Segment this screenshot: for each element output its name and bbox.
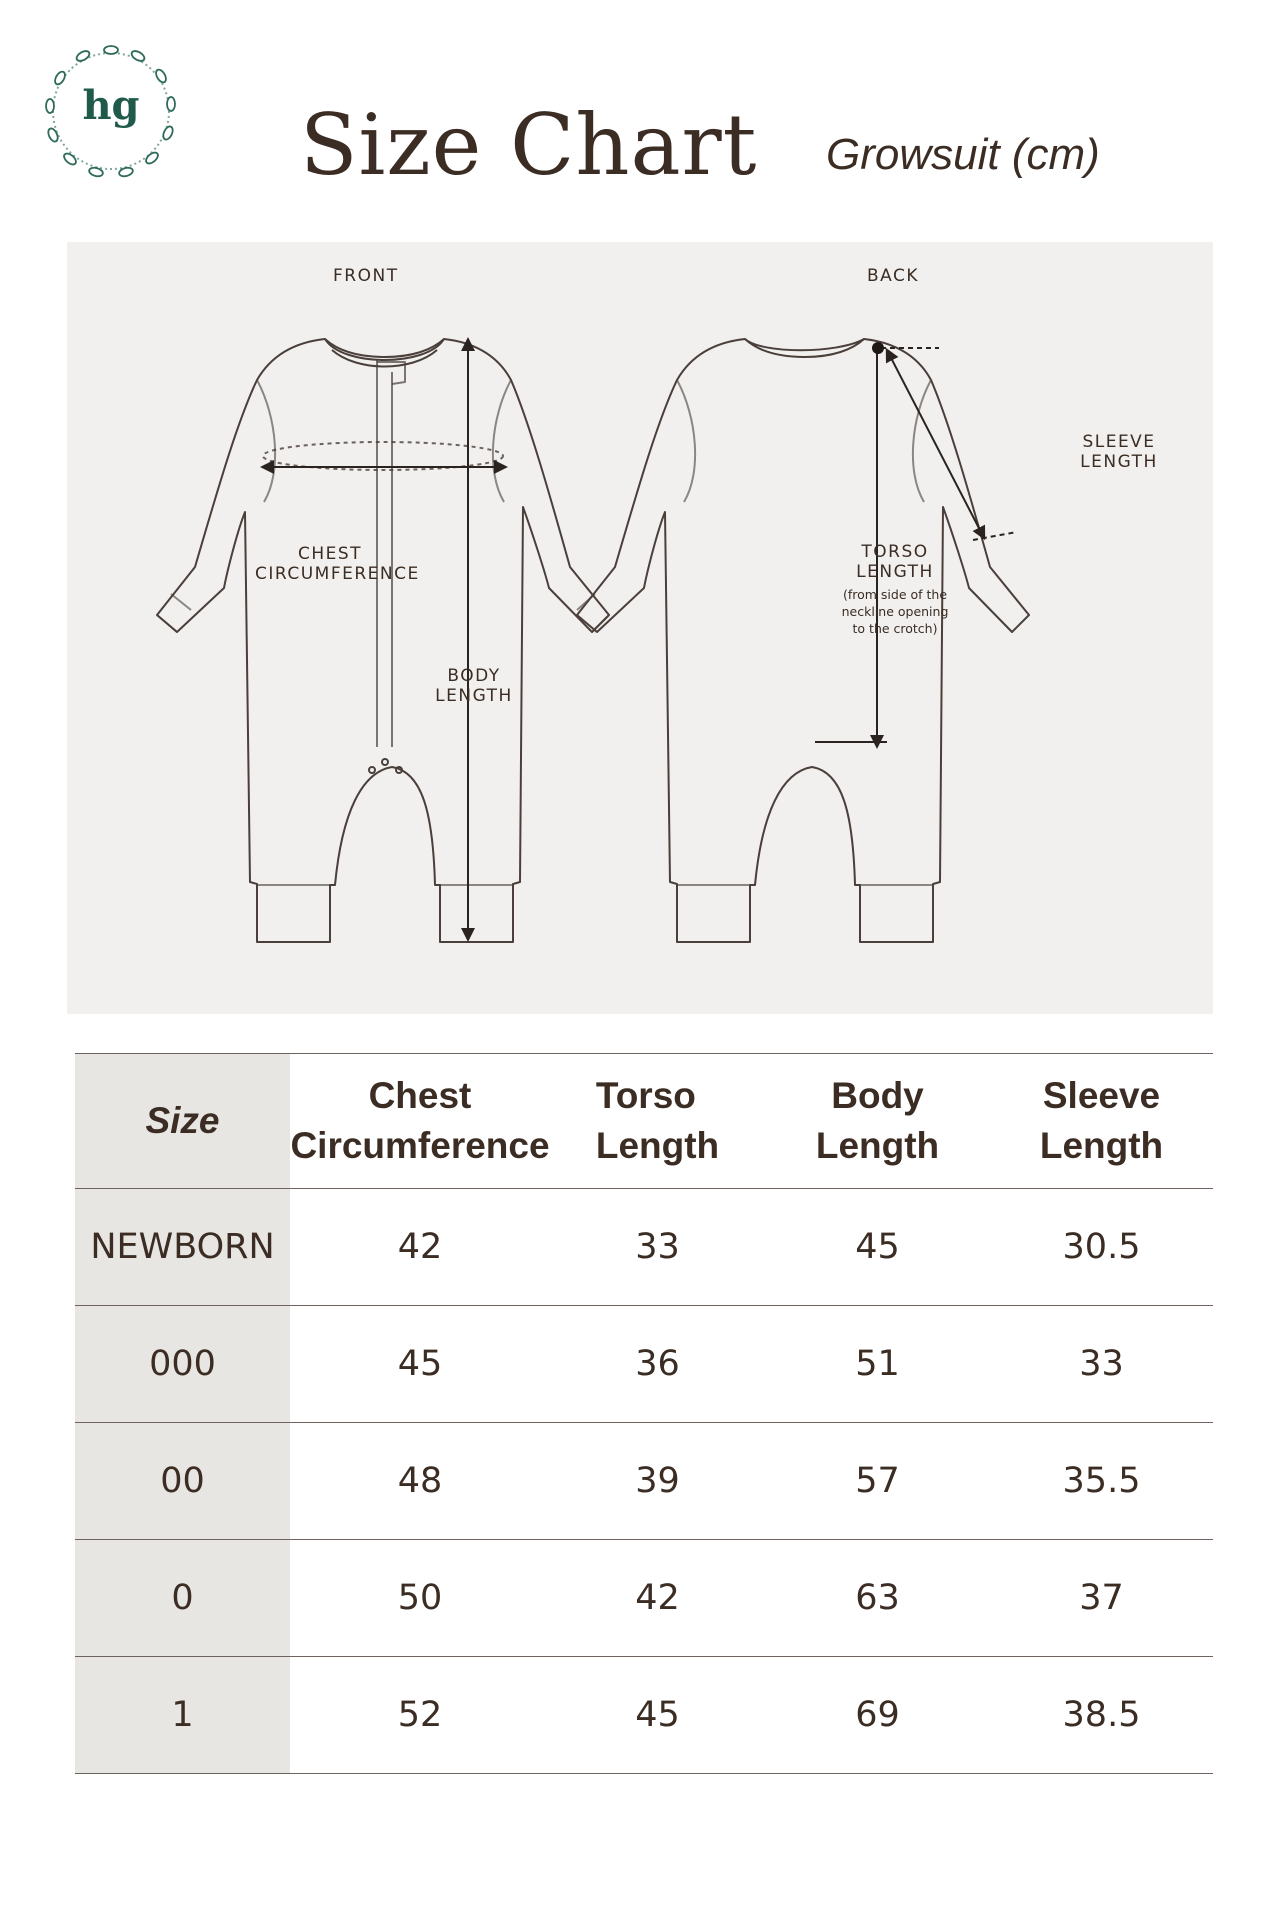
torso-label-line1: TORSO (861, 542, 929, 562)
sleeve-cell: 30.5 (1062, 1227, 1141, 1267)
body-label-line2: LENGTH (435, 686, 513, 706)
header-chest (290, 1054, 550, 1188)
header-chest-line2: Circumference (290, 1125, 550, 1166)
sleeve-label-line1: SLEEVE (1082, 432, 1156, 452)
table-row (75, 1423, 1213, 1540)
chest-label (255, 544, 420, 584)
sleeve-length-arrow (889, 354, 982, 534)
header-body-line2: Length (815, 1125, 940, 1166)
header-sleeve-line2: Length (1039, 1125, 1164, 1166)
torso-cell: 39 (635, 1461, 680, 1501)
chest-cell: 45 (397, 1344, 443, 1384)
back-outline (577, 339, 1029, 942)
torso-label-line2: LENGTH (856, 562, 934, 582)
table-row (75, 1306, 1213, 1423)
page-title: Size Chart (300, 96, 758, 194)
neckline-point-icon (872, 342, 884, 354)
logo-text: hg (82, 82, 140, 129)
header-sleeve (990, 1054, 1213, 1188)
torso-length-label (840, 542, 950, 582)
header-torso (550, 1054, 765, 1188)
chest-cell: 48 (397, 1461, 443, 1501)
header-body-line1: Body (831, 1075, 924, 1116)
front-label: FRONT (333, 266, 399, 286)
body-cell: 45 (855, 1227, 900, 1267)
body-cell: 69 (855, 1695, 900, 1735)
table-header-row (75, 1053, 1213, 1189)
torso-cell: 45 (635, 1695, 680, 1735)
size-cell: 000 (75, 1306, 290, 1422)
table-row (75, 1657, 1213, 1774)
size-cell: NEWBORN (75, 1189, 290, 1305)
table-row (75, 1540, 1213, 1657)
torso-cell: 36 (635, 1344, 680, 1384)
chest-label-line1: CHEST (297, 544, 363, 564)
torso-note-line2: neckline opening (841, 604, 949, 619)
page-subtitle: Growsuit (cm) (826, 130, 1100, 179)
torso-note-line1: (from side of the (842, 587, 948, 602)
body-cell: 57 (855, 1461, 900, 1501)
front-outline (157, 339, 609, 942)
torso-cell: 33 (635, 1227, 680, 1267)
chest-cell: 52 (397, 1695, 443, 1735)
sleeve-cell: 38.5 (1062, 1695, 1141, 1735)
body-length-label (424, 666, 524, 706)
torso-note (825, 586, 965, 637)
back-label: BACK (867, 266, 920, 286)
body-cell: 63 (855, 1578, 900, 1618)
sleeve-cell: 37 (1079, 1578, 1124, 1618)
header-size (75, 1054, 290, 1188)
header-chest-line1: Chest (368, 1075, 472, 1116)
header-size-text: Size (145, 1100, 220, 1141)
brand-logo (38, 38, 184, 184)
sleeve-cell: 35.5 (1062, 1461, 1141, 1501)
header-sleeve-line1: Sleeve (1042, 1075, 1161, 1116)
size-cell: 0 (75, 1540, 290, 1656)
body-cell: 51 (855, 1344, 900, 1384)
torso-cell: 42 (635, 1578, 680, 1618)
body-label-line1: BODY (447, 666, 501, 686)
chest-cell: 42 (397, 1227, 443, 1267)
sleeve-label-line2: LENGTH (1080, 452, 1158, 472)
garment-diagram (67, 242, 1213, 1014)
header-torso-line2: Length (595, 1125, 720, 1166)
size-cell: 00 (75, 1423, 290, 1539)
size-cell: 1 (75, 1657, 290, 1773)
sleeve-cell: 33 (1079, 1344, 1124, 1384)
chest-label-line2: CIRCUMFERENCE (255, 564, 420, 584)
growsuit-illustration (67, 242, 1213, 1014)
sleeve-length-label (1069, 432, 1169, 472)
header-body (765, 1054, 990, 1188)
chest-cell: 50 (397, 1578, 443, 1618)
table-row (75, 1189, 1213, 1306)
size-table (75, 1053, 1213, 1774)
torso-note-line3: to the crotch) (852, 621, 938, 636)
header-torso-line1: Torso (595, 1075, 696, 1116)
